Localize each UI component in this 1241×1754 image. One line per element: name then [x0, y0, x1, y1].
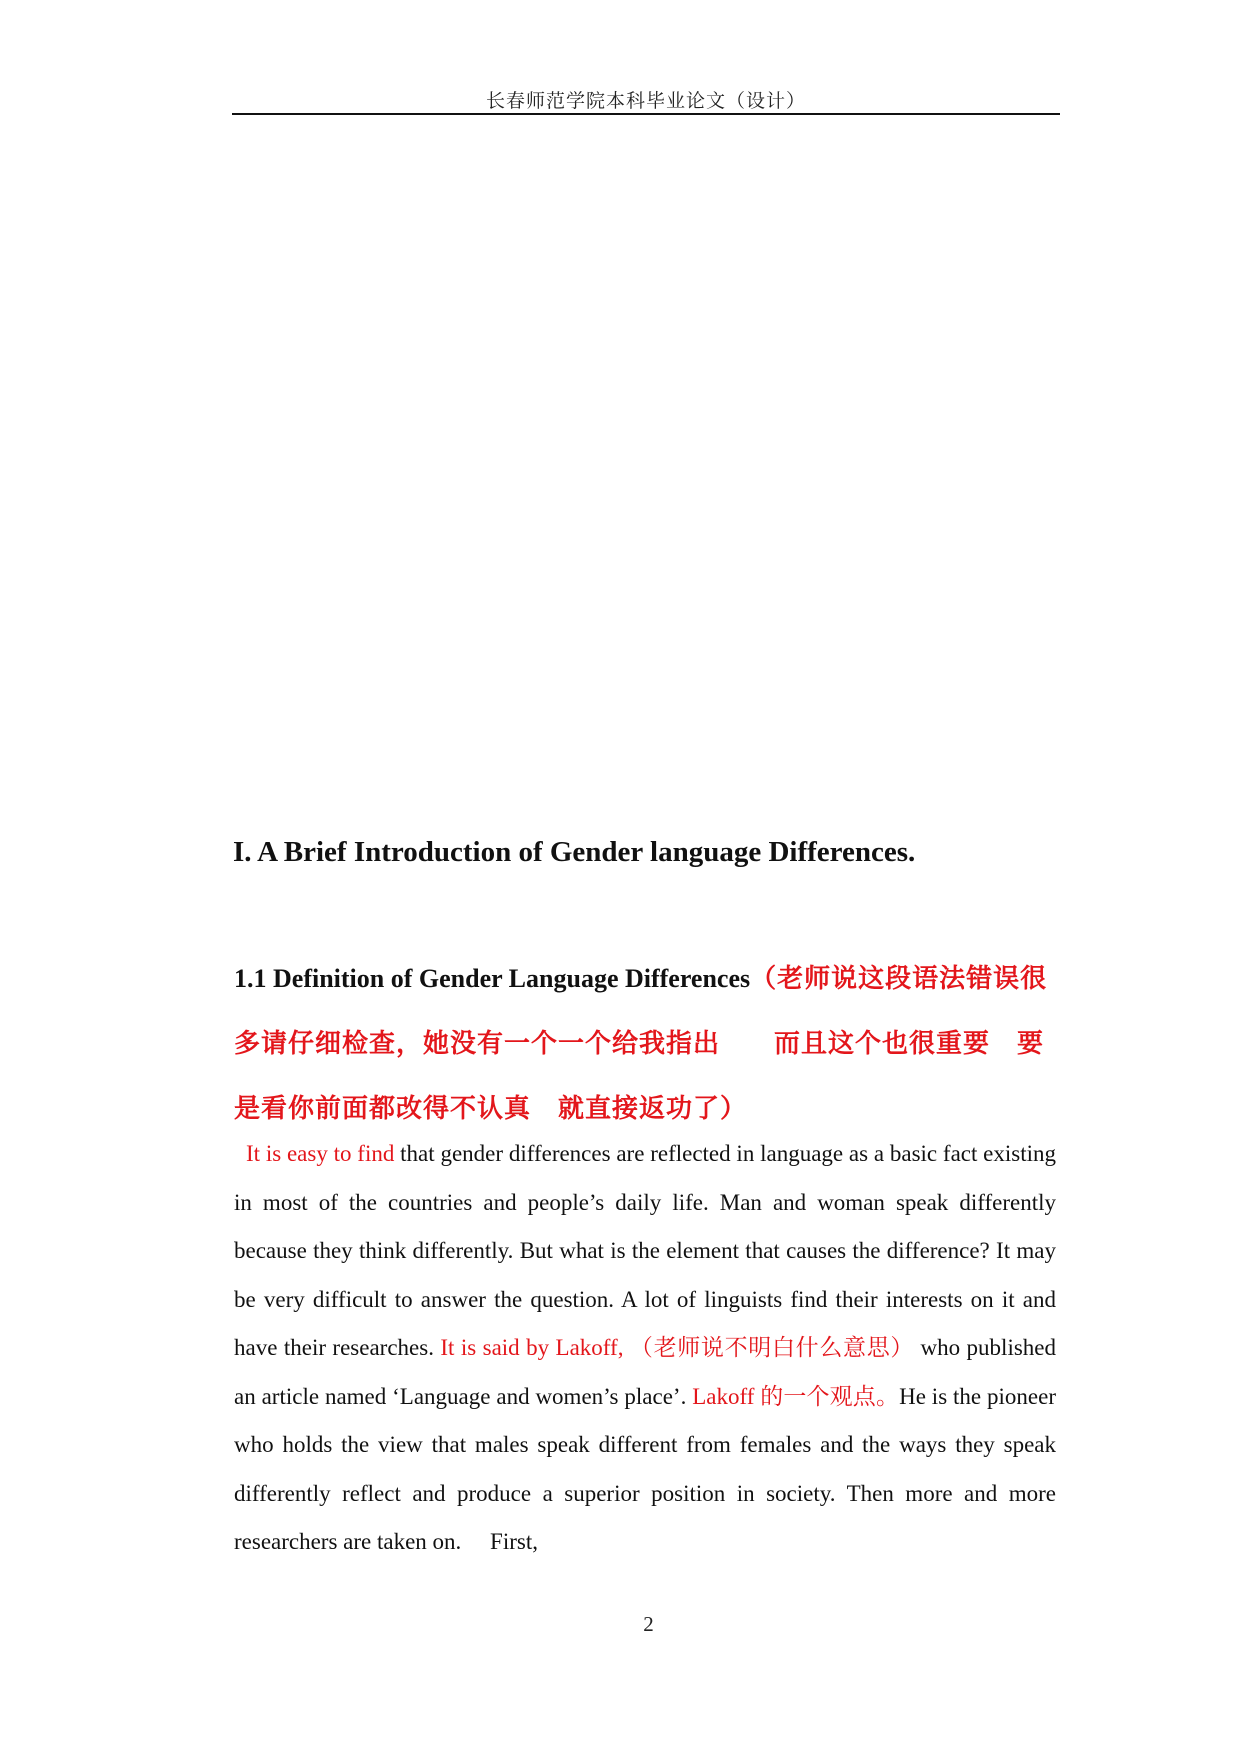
body-paragraph: [234, 1130, 1056, 1567]
section-heading-block: [234, 946, 1064, 1141]
paragraph-text-2: who published an article named ‘Language and women’s place’.: [234, 1335, 1056, 1409]
page-number: 2: [643, 1612, 654, 1636]
highlight-phrase-2: It is said by Lakoff, （老师说不明白什么意思）: [440, 1335, 915, 1360]
running-header: 长春师范学院本科毕业论文（设计）: [485, 91, 806, 112]
teacher-note: （老师说这段语法错误很多请仔细检查，她没有一个一个给我指出 而且这个也很重要 要是看你前面都改得不认真 就直接返功了）: [234, 964, 1048, 1123]
paragraph-text-3: He is the pioneer who holds the view that males speak different from females and the ways they speak differently reflect and produce a superior position in society. Then more and more researchers are taken on. First,: [234, 1383, 1056, 1554]
chapter-title: I. A Brief Introduction of Gender language Differences.: [233, 836, 916, 868]
highlight-phrase-3: Lakoff 的一个观点。: [692, 1383, 900, 1409]
section-heading: 1.1 Definition of Gender Language Differences: [234, 964, 751, 993]
paragraph-text-1: that gender differences are reflected in language as a basic fact existing in most of the countries and people’s daily life. Man and woman speak differently because they think differently. But what is the element that causes the difference? It may be very difficult to answer the question. A lot of linguists find their interests on it and have their researches.: [234, 1141, 1057, 1360]
header-rule: [232, 113, 1060, 115]
highlight-phrase-1: It is easy to find: [246, 1141, 395, 1166]
